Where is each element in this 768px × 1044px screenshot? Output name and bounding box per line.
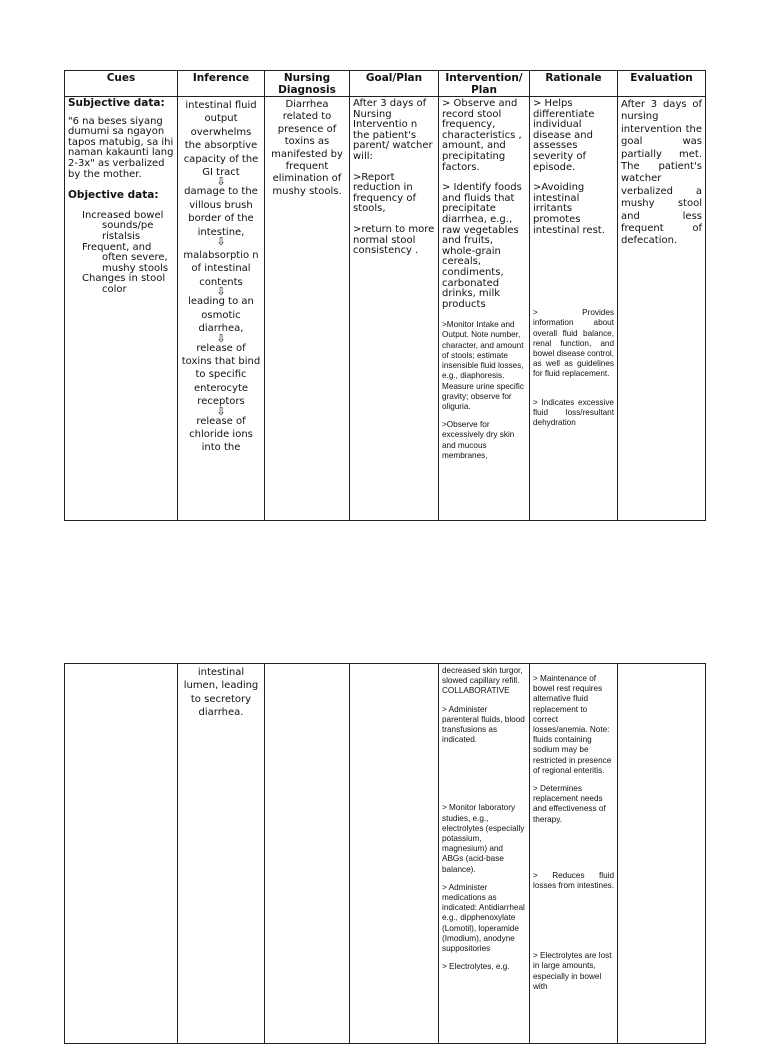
rationale-item: > Electrolytes are lost in large amounts, especially in bowel with	[533, 951, 612, 991]
rationale-cell-continued	[530, 664, 618, 1044]
diagnosis-cell	[265, 97, 350, 521]
goal-cell-continued	[350, 664, 439, 1044]
rationale-item: > Provides information about overall fluid balance, renal function, and bowel disease control, as well as guidelines for fluid replacement.	[533, 308, 615, 379]
header-nursing-diagnosis: Nursing Diagnosis	[265, 71, 350, 97]
intervention-item: > Administer medications as indicated: Antidiarrheal e.g., dipphenoxylate (Lomotil), loperamide (Imodium), anodyne suppositories	[442, 882, 525, 954]
objective-item: Changes in stool color	[82, 273, 166, 295]
header-inference: Inference	[178, 71, 265, 97]
goal-intro: After 3 days of Nursing Interventio n the patient's parent/ watcher will:	[353, 98, 433, 162]
header-goal-plan: Goal/Plan	[350, 71, 439, 97]
down-arrow-icon: ⇩	[216, 285, 226, 299]
inference-cell-continued	[178, 664, 265, 1044]
goal-cell	[350, 97, 439, 521]
inference-cell	[178, 97, 265, 521]
intervention-item: decreased skin turgor, slowed capillary refill.	[442, 666, 523, 686]
down-arrow-icon: ⇩	[216, 235, 226, 249]
rationale-item: >Avoiding intestinal irritants promotes intestinal rest.	[533, 182, 605, 236]
objective-heading: Objective data:	[68, 189, 159, 202]
nursing-care-plan-table-page-2	[64, 663, 706, 1044]
objective-list	[68, 211, 174, 296]
inference-continued-text: intestinal lumen, leading to secretory diarrhea.	[183, 667, 259, 719]
evaluation-cell	[618, 97, 706, 521]
subjective-heading: Subjective data:	[68, 97, 165, 109]
intervention-item: > Electrolytes, e.g.	[442, 962, 510, 972]
goal-item: >Report reduction in frequency of stools,	[353, 171, 416, 215]
objective-item: Increased bowel sounds/pe ristalsis	[82, 209, 164, 242]
inference-step: damage to the villous brush border of the intestine,	[184, 186, 258, 238]
cues-cell-continued	[65, 664, 178, 1044]
nursing-care-plan-table-page-1	[64, 70, 706, 521]
header-evaluation: Evaluation	[618, 71, 706, 97]
inference-step: malabsorptio n of intestinal contents	[183, 250, 259, 288]
rationale-item: > Reduces fluid losses from intestines.	[533, 870, 614, 891]
objective-item: Frequent, and often severe, mushy stools	[82, 241, 169, 274]
down-arrow-icon: ⇩	[216, 175, 226, 189]
cues-cell	[65, 97, 178, 521]
rationale-item: > Determines replacement needs and effectiveness of therapy.	[533, 784, 606, 824]
intervention-item: >Monitor Intake and Output. Note number, character, and amount of stools; estimate insensible fluid losses, e.g., diaphoresis. Measure urine specific gravity; observe for oliguria.	[442, 320, 524, 411]
intervention-cell	[439, 97, 530, 521]
inference-step: release of chloride ions into the	[189, 415, 253, 454]
header-intervention-plan: Intervention/ Plan	[439, 71, 530, 97]
inference-step: intestinal fluid output overwhelms the absorptive capacity of the GI tract	[183, 100, 259, 179]
down-arrow-icon: ⇩	[216, 331, 226, 345]
intervention-cell-continued	[439, 664, 530, 1044]
subjective-text: "6 na beses siyang dumumi sa ngayon tapos matubig, sa ihi naman kakaunti lang 2-3x" as verbalized by the mother.	[68, 115, 174, 180]
inference-step: release of toxins that bind to specific enterocyte receptors	[181, 342, 261, 408]
header-cues: Cues	[65, 71, 178, 97]
intervention-item: >Observe for excessively dry skin and mucous membranes,	[442, 420, 515, 460]
inference-step: leading to an osmotic diarrhea,	[188, 296, 254, 335]
rationale-item: > Indicates excessive fluid loss/resultant dehydration	[533, 397, 614, 427]
down-arrow-icon: ⇩	[216, 404, 226, 418]
diagnosis-cell-continued	[265, 664, 350, 1044]
intervention-item: > Identify foods and fluids that precipitate diarrhea, e.g., raw vegetables and fruits, whole-grain cereals, condiments, carbonated drinks, milk products	[442, 182, 522, 310]
collaborative-label: COLLABORATIVE	[442, 686, 510, 696]
intervention-item: > Monitor laboratory studies, e.g., electrolytes (especially potassium, magnesium) and ABGs (acid-base balance).	[442, 803, 525, 874]
header-rationale: Rationale	[530, 71, 618, 97]
intervention-item: > Administer parenteral fluids, blood transfusions as indicated.	[442, 704, 525, 745]
evaluation-text: After 3 days of nursing intervention the goal was partially met. The patient's watcher verbalized a mushy stool and less frequent of defecation.	[621, 99, 702, 247]
diagnosis-text: Diarrhea related to presence of toxins as manifested by frequent elimination of mushy stools.	[271, 99, 343, 197]
rationale-cell	[530, 97, 618, 521]
intervention-item: > Observe and record stool frequency, characteristics , amount, and precipitating factors.	[442, 98, 522, 173]
rationale-item: > Maintenance of bowel rest requires alternative fluid replacement to correct losses/anemia. Note: fluids containing sodium may be restricted in presence of regional enteritis.	[533, 674, 612, 775]
goal-item: >return to more normal stool consistency .	[353, 223, 435, 257]
rationale-item: > Helps differentiate individual disease and assesses severity of episode.	[533, 98, 595, 173]
evaluation-cell-continued	[618, 664, 706, 1044]
